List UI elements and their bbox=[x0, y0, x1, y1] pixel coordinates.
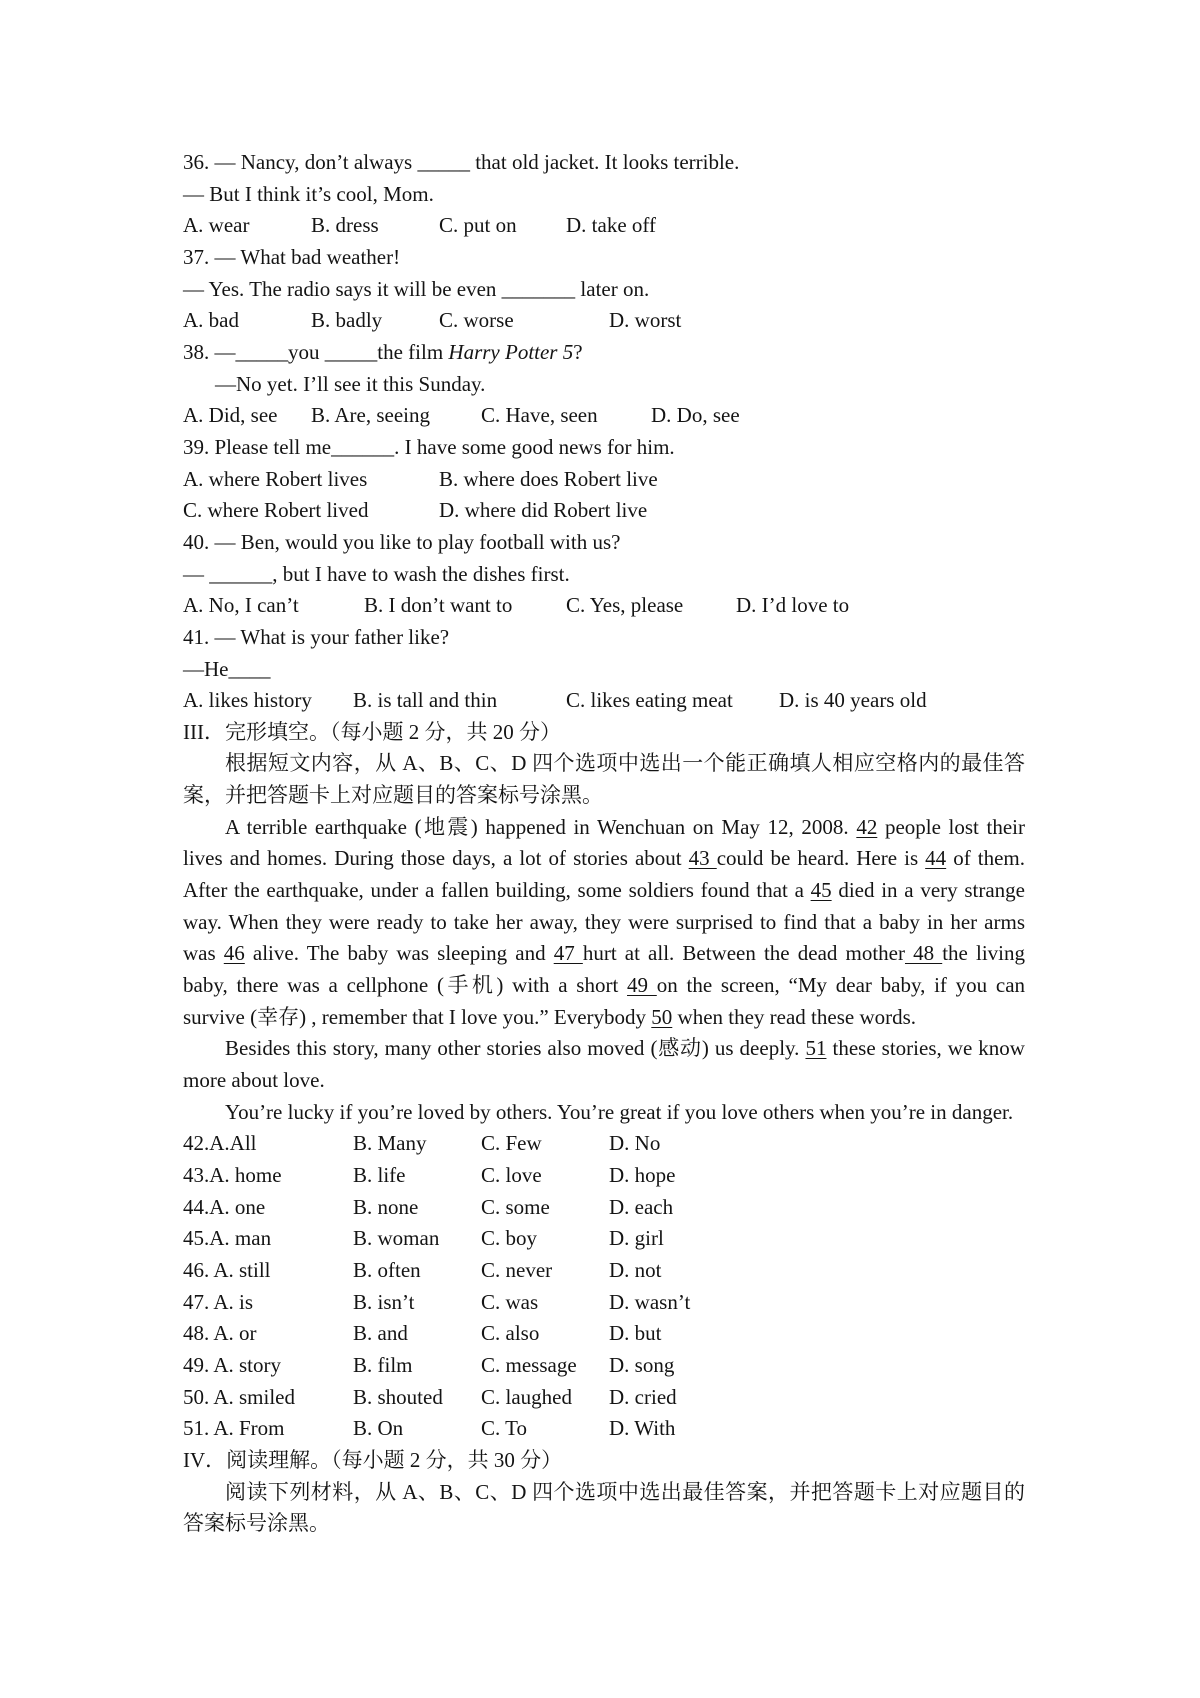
option-37-a: A. bad bbox=[183, 308, 239, 333]
blank-43: 43 bbox=[688, 846, 717, 871]
option-38-b: B. Are, seeing bbox=[311, 403, 430, 428]
passage-text: lives and homes. During those days, a lot of stories about bbox=[183, 846, 689, 871]
question-39-options-row-2 bbox=[183, 495, 1025, 527]
option-36-c: C. put on bbox=[439, 213, 517, 238]
page-content bbox=[183, 147, 1025, 1540]
question-37-reply: — Yes. The radio says it will be even _______ later on. bbox=[183, 276, 650, 301]
option-48-c: C. also bbox=[481, 1321, 540, 1346]
passage-line bbox=[183, 1033, 1025, 1065]
option-45-d: D. girl bbox=[609, 1226, 664, 1251]
option-50-b: B. shouted bbox=[353, 1384, 443, 1409]
option-50-a: 50. A. smiled bbox=[183, 1384, 296, 1409]
option-49-a: 49. A. story bbox=[183, 1352, 282, 1377]
question-41-options bbox=[183, 685, 1025, 717]
option-39-c: C. where Robert lived bbox=[183, 498, 369, 523]
question-38-film-title: Harry Potter 5 bbox=[448, 339, 574, 364]
cloze-options-46 bbox=[183, 1255, 1025, 1287]
question-38-options bbox=[183, 400, 1025, 432]
question-40-options bbox=[183, 590, 1025, 622]
option-47-c: C. was bbox=[481, 1289, 539, 1314]
option-50-c: C. laughed bbox=[481, 1384, 572, 1409]
cloze-options-50 bbox=[183, 1382, 1025, 1414]
blank-51: 51 bbox=[805, 1036, 827, 1061]
option-43-b: B. life bbox=[353, 1163, 406, 1187]
cloze-options-49 bbox=[183, 1350, 1025, 1382]
reading-instructions-line-1: 阅读下列材料，从 A、B、C、D 四个选项中选出最佳答案，并把答题卡上对应题目的 bbox=[225, 1479, 1025, 1504]
cloze-options-51 bbox=[183, 1413, 1025, 1445]
question-39-options-row-1 bbox=[183, 464, 1025, 496]
passage-text: alive. The baby was sleeping and bbox=[244, 941, 554, 966]
cloze-section-heading: III．完形填空。（每小题 2 分，共 20 分） bbox=[183, 719, 561, 744]
option-40-a: A. No, I can’t bbox=[183, 593, 299, 618]
passage-text: the living bbox=[942, 941, 1025, 966]
option-41-a: A. likes history bbox=[183, 688, 312, 713]
question-38-reply: —No yet. I’ll see it this Sunday. bbox=[215, 371, 486, 396]
cloze-instructions-line-1: 根据短文内容，从 A、B、C、D 四个选项中选出一个能正确填人相应空格内的最佳答 bbox=[225, 751, 1025, 776]
passage-text: way. When they were ready to take her away, they were surprised to find that a baby in her arms bbox=[183, 909, 1025, 934]
passage-text: when they read these words. bbox=[672, 1004, 917, 1029]
blank-48: 48 bbox=[904, 941, 943, 966]
option-44-c: C. some bbox=[481, 1194, 550, 1219]
passage-text: was bbox=[183, 941, 224, 966]
option-49-d: D. song bbox=[609, 1352, 675, 1377]
blank-45: 45 bbox=[810, 878, 832, 903]
passage-text: A terrible earthquake (地震) happened in Wenchuan on May 12, 2008. bbox=[225, 814, 857, 839]
question-41-stem: 41. — What is your father like? bbox=[183, 624, 450, 649]
passage-line bbox=[183, 1002, 1025, 1034]
option-42-a: 42.A.All bbox=[183, 1131, 257, 1156]
option-43-c: C. love bbox=[481, 1163, 542, 1187]
option-38-a: A. Did, see bbox=[183, 403, 278, 428]
question-38-stem-after: ? bbox=[573, 339, 583, 364]
question-38-stem bbox=[183, 337, 1025, 369]
option-42-b: B. Many bbox=[353, 1131, 427, 1156]
question-41-reply: —He____ bbox=[183, 656, 271, 681]
passage-text: of them. bbox=[946, 846, 1026, 871]
question-37-stem: 37. — What bad weather! bbox=[183, 244, 401, 269]
passage-line bbox=[183, 970, 1025, 1002]
question-36-options bbox=[183, 210, 1025, 242]
passage-text: more about love. bbox=[183, 1068, 325, 1093]
option-51-b: B. On bbox=[353, 1416, 404, 1441]
passage-line bbox=[183, 938, 1025, 970]
option-39-d: D. where did Robert live bbox=[439, 498, 648, 523]
option-39-b: B. where does Robert live bbox=[439, 466, 658, 491]
option-38-c: C. Have, seen bbox=[481, 403, 598, 428]
blank-42: 42 bbox=[856, 814, 878, 839]
option-46-d: D. not bbox=[609, 1257, 662, 1282]
option-36-b: B. dress bbox=[311, 213, 379, 238]
option-41-d: D. is 40 years old bbox=[779, 688, 927, 713]
option-46-a: 46. A. still bbox=[183, 1257, 271, 1282]
passage-text: survive (幸存) , remember that I love you.” Everybody bbox=[183, 1004, 652, 1029]
option-45-c: C. boy bbox=[481, 1226, 538, 1251]
cloze-options-42 bbox=[183, 1128, 1025, 1160]
cloze-options-47 bbox=[183, 1287, 1025, 1319]
question-40-reply: — ______, but I have to wash the dishes first. bbox=[183, 561, 570, 586]
option-45-b: B. woman bbox=[353, 1226, 440, 1251]
option-42-c: C. Few bbox=[481, 1131, 542, 1156]
option-44-d: D. each bbox=[609, 1194, 674, 1219]
blank-47: 47 bbox=[553, 941, 583, 966]
blank-49: 49 bbox=[627, 973, 657, 998]
option-51-d: D. With bbox=[609, 1416, 676, 1441]
passage-line bbox=[183, 907, 1025, 939]
passage-text: people lost their bbox=[877, 814, 1025, 839]
option-37-b: B. badly bbox=[311, 308, 383, 333]
option-44-a: 44.A. one bbox=[183, 1194, 266, 1219]
option-49-b: B. film bbox=[353, 1352, 413, 1377]
option-41-c: C. likes eating meat bbox=[566, 688, 733, 713]
passage-text: these stories, we know bbox=[826, 1036, 1025, 1061]
option-40-d: D. I’d love to bbox=[736, 593, 850, 618]
option-50-d: D. cried bbox=[609, 1384, 677, 1409]
question-37-options bbox=[183, 305, 1025, 337]
passage-text: hurt at all. Between the dead mother bbox=[582, 941, 905, 966]
passage-line bbox=[183, 812, 1025, 844]
option-46-c: C. never bbox=[481, 1257, 553, 1282]
passage-line bbox=[183, 875, 1025, 907]
option-42-d: D. No bbox=[609, 1131, 661, 1156]
option-49-c: C. message bbox=[481, 1352, 577, 1377]
option-46-b: B. often bbox=[353, 1257, 421, 1282]
option-51-a: 51. A. From bbox=[183, 1416, 285, 1441]
option-47-d: D. wasn’t bbox=[609, 1289, 691, 1314]
option-39-a: A. where Robert lives bbox=[183, 466, 368, 491]
option-47-b: B. isn’t bbox=[353, 1289, 415, 1314]
option-43-a: 43.A. home bbox=[183, 1163, 282, 1187]
passage-text: died in a very strange bbox=[831, 878, 1025, 903]
option-38-d: D. Do, see bbox=[651, 403, 740, 428]
option-40-c: C. Yes, please bbox=[566, 593, 684, 618]
cloze-options-48 bbox=[183, 1318, 1025, 1350]
passage-line bbox=[183, 1065, 1025, 1097]
option-43-d: D. hope bbox=[609, 1163, 676, 1187]
question-36-stem: 36. — Nancy, don’t always _____ that old jacket. It looks terrible. bbox=[183, 150, 740, 174]
option-37-c: C. worse bbox=[439, 308, 514, 333]
question-36-reply: — But I think it’s cool, Mom. bbox=[183, 181, 434, 206]
option-47-a: 47. A. is bbox=[183, 1289, 254, 1314]
option-37-d: D. worst bbox=[609, 308, 682, 333]
option-48-b: B. and bbox=[353, 1321, 408, 1346]
option-51-c: C. To bbox=[481, 1416, 527, 1441]
reading-instructions-line-2: 答案标号涂黑。 bbox=[183, 1511, 330, 1536]
passage-text: You’re lucky if you’re loved by others. You’re great if you love others when you’re in danger. bbox=[225, 1099, 1014, 1124]
option-44-b: B. none bbox=[353, 1194, 419, 1219]
cloze-options-45 bbox=[183, 1223, 1025, 1255]
passage-text: baby, there was a cellphone (手机) with a short bbox=[183, 973, 628, 998]
option-41-b: B. is tall and thin bbox=[353, 688, 498, 713]
blank-44: 44 bbox=[925, 846, 947, 871]
passage-text: could be heard. Here is bbox=[716, 846, 926, 871]
option-40-b: B. I don’t want to bbox=[364, 593, 513, 618]
option-36-a: A. wear bbox=[183, 213, 250, 238]
blank-50: 50 bbox=[651, 1004, 673, 1029]
passage-line bbox=[183, 1097, 1025, 1129]
option-48-d: D. but bbox=[609, 1321, 662, 1346]
option-36-d: D. take off bbox=[566, 213, 656, 238]
passage-line bbox=[183, 843, 1025, 875]
passage-text: After the earthquake, under a fallen building, some soldiers found that a bbox=[183, 878, 811, 903]
passage-text: Besides this story, many other stories also moved (感动) us deeply. bbox=[225, 1036, 806, 1061]
question-40-stem: 40. — Ben, would you like to play football with us? bbox=[183, 529, 621, 554]
option-45-a: 45.A. man bbox=[183, 1226, 272, 1251]
question-38-stem-before: 38. —_____you _____the film bbox=[183, 339, 449, 364]
passage-text: on the screen, “My dear baby, if you can bbox=[656, 973, 1026, 998]
question-39-stem: 39. Please tell me______. I have some good news for him. bbox=[183, 434, 675, 459]
cloze-instructions-line-2: 案，并把答题卡上对应题目的答案标号涂黑。 bbox=[183, 783, 603, 808]
blank-46: 46 bbox=[223, 941, 245, 966]
reading-section-heading: IV．阅读理解。（每小题 2 分，共 30 分） bbox=[183, 1447, 563, 1472]
cloze-options-44 bbox=[183, 1192, 1025, 1224]
cloze-options-43 bbox=[183, 1160, 1025, 1192]
option-48-a: 48. A. or bbox=[183, 1321, 257, 1346]
